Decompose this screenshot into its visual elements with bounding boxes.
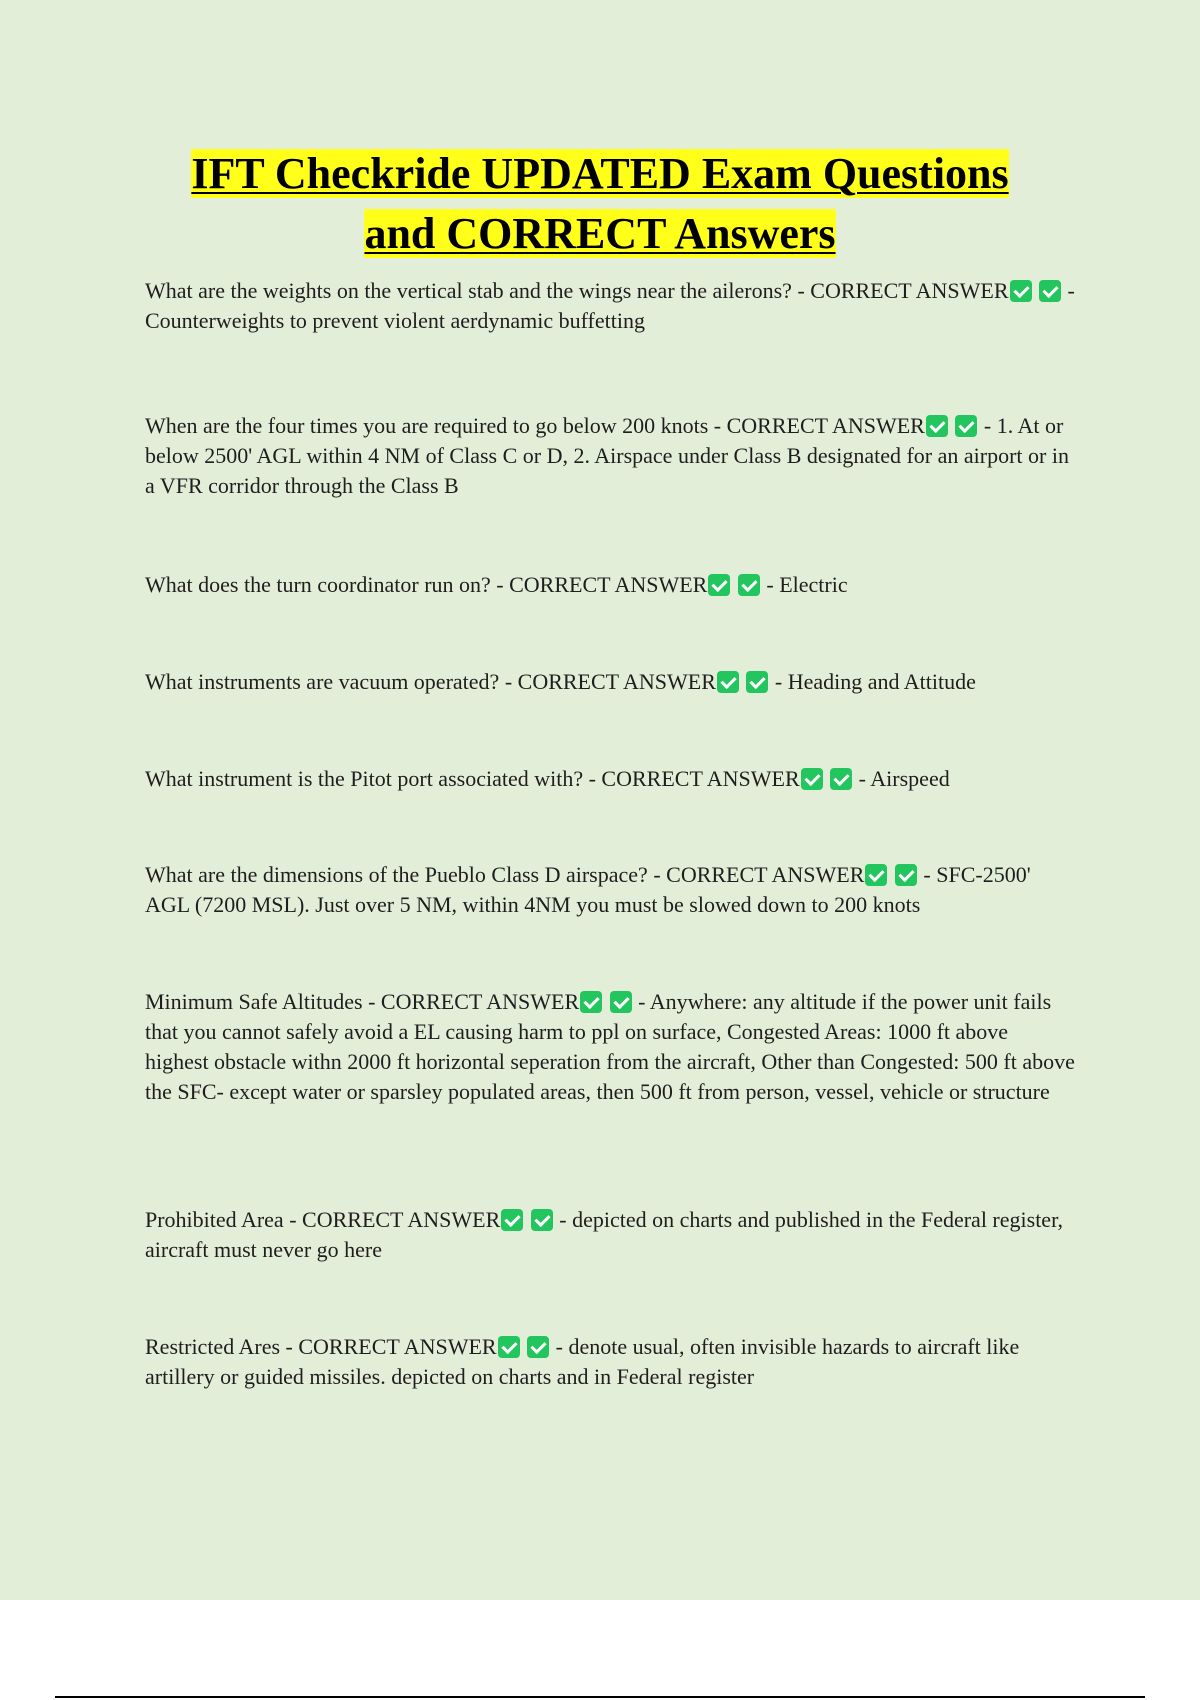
qa-item: Minimum Safe Altitudes - CORRECT ANSWER - Anywhere: any altitude if the power unit fails that you cannot safely avoid a EL causing harm to ppl on surface, Congested Areas: 1000 ft above highest obstacle withn 2000 ft horizontal seperation from the aircraft, Other than Congested: 500 ft above the SFC- except water or sparsley populated areas, then 500 ft from person, vessel, vehicle or structure	[145, 989, 1075, 1104]
check-icon	[580, 991, 602, 1013]
answer-text: Counterweights to prevent violent aerdynamic buffetting	[145, 308, 645, 333]
check-icon	[926, 415, 948, 437]
check-icon	[1039, 280, 1061, 302]
answer-label: CORRECT ANSWER	[302, 1207, 501, 1232]
answer-text: Electric	[779, 572, 848, 597]
qa-item: Prohibited Area - CORRECT ANSWER - depicted on charts and published in the Federal register, aircraft must never go here	[145, 1207, 1064, 1262]
check-icon	[738, 574, 760, 596]
answer-text: SFC-2500' AGL (7200 MSL). Just over 5 NM, within 4NM you must be slowed down to 200 knots	[145, 862, 1031, 917]
check-icon	[1010, 280, 1032, 302]
check-icon	[865, 864, 887, 886]
question-text: Restricted Ares	[145, 1334, 281, 1359]
answer-text: denote usual, often invisible hazards to aircraft like artillery or guided missiles. depicted on charts and in Federal register	[145, 1334, 1020, 1389]
answer-text: depicted on charts and published in the Federal register, aircraft must never go here	[145, 1207, 1064, 1262]
question-text: Minimum Safe Altitudes	[145, 989, 363, 1014]
answer-label: CORRECT ANSWER	[517, 669, 716, 694]
question-text: What instrument is the Pitot port associated with?	[145, 766, 584, 791]
qa-item: What does the turn coordinator run on? - CORRECT ANSWER - Electric	[145, 572, 848, 597]
qa-item: What instrument is the Pitot port associated with? - CORRECT ANSWER - Airspeed	[145, 766, 950, 791]
answer-text: Heading and Attitude	[787, 669, 976, 694]
answer-label: CORRECT ANSWER	[810, 278, 1009, 303]
check-icon	[830, 768, 852, 790]
check-icon	[501, 1209, 523, 1231]
check-icon	[531, 1209, 553, 1231]
qa-item: When are the four times you are required to go below 200 knots - CORRECT ANSWER - 1. At or below 2500' AGL within 4 NM of Class C or D, 2. Airspace under Class B designated for an airport or in a VFR corridor through the Class B	[145, 413, 1069, 498]
answer-text: Anywhere: any altitude if the power unit fails that you cannot safely avoid a EL causing harm to ppl on surface, Congested Areas: 1000 ft above highest obstacle withn 2000 ft horizontal seperation from the aircraft, Other than Congested: 500 ft above the SFC- except water or sparsley populated areas, then 500 ft from person, vessel, vehicle or structure	[145, 989, 1075, 1104]
question-text: What are the weights on the vertical stab and the wings near the ailerons?	[145, 278, 792, 303]
qa-item: What instruments are vacuum operated? - CORRECT ANSWER - Heading and Attitude	[145, 669, 976, 694]
check-icon	[895, 864, 917, 886]
answer-text: 1. At or below 2500' AGL within 4 NM of Class C or D, 2. Airspace under Class B designated for an airport or in a VFR corridor through the Class B	[145, 413, 1069, 498]
qa-item: What are the weights on the vertical stab and the wings near the ailerons? - CORRECT ANSWER - Counterweights to prevent violent aerdynamic buffetting	[145, 278, 1075, 333]
answer-label: CORRECT ANSWER	[601, 766, 800, 791]
question-text: What instruments are vacuum operated?	[145, 669, 500, 694]
check-icon	[708, 574, 730, 596]
qa-item: Restricted Ares - CORRECT ANSWER - denote usual, often invisible hazards to aircraft like artillery or guided missiles. depicted on charts and in Federal register	[145, 1334, 1020, 1389]
title-line-1: IFT Checkride UPDATED Exam Questions	[191, 149, 1009, 198]
footer-divider	[55, 1696, 1145, 1698]
answer-label: CORRECT ANSWER	[666, 862, 865, 887]
check-icon	[527, 1336, 549, 1358]
qa-item: What are the dimensions of the Pueblo Class D airspace? - CORRECT ANSWER - SFC-2500' AGL (7200 MSL). Just over 5 NM, within 4NM you must be slowed down to 200 knots	[145, 862, 1031, 917]
answer-text: Airspeed	[870, 766, 950, 791]
check-icon	[746, 671, 768, 693]
check-icon	[610, 991, 632, 1013]
question-text: What does the turn coordinator run on?	[145, 572, 491, 597]
question-text: What are the dimensions of the Pueblo Class D airspace?	[145, 862, 648, 887]
question-text: When are the four times you are required to go below 200 knots	[145, 413, 709, 438]
check-icon	[955, 415, 977, 437]
check-icon	[498, 1336, 520, 1358]
check-icon	[801, 768, 823, 790]
check-icon	[717, 671, 739, 693]
answer-label: CORRECT ANSWER	[298, 1334, 497, 1359]
answer-label: CORRECT ANSWER	[380, 989, 580, 1014]
answer-label: CORRECT ANSWER	[726, 413, 925, 438]
title-line-2: and CORRECT Answers	[364, 209, 836, 258]
question-text: Prohibited Area	[145, 1207, 284, 1232]
document-title	[120, 144, 1080, 264]
answer-label: CORRECT ANSWER	[509, 572, 708, 597]
